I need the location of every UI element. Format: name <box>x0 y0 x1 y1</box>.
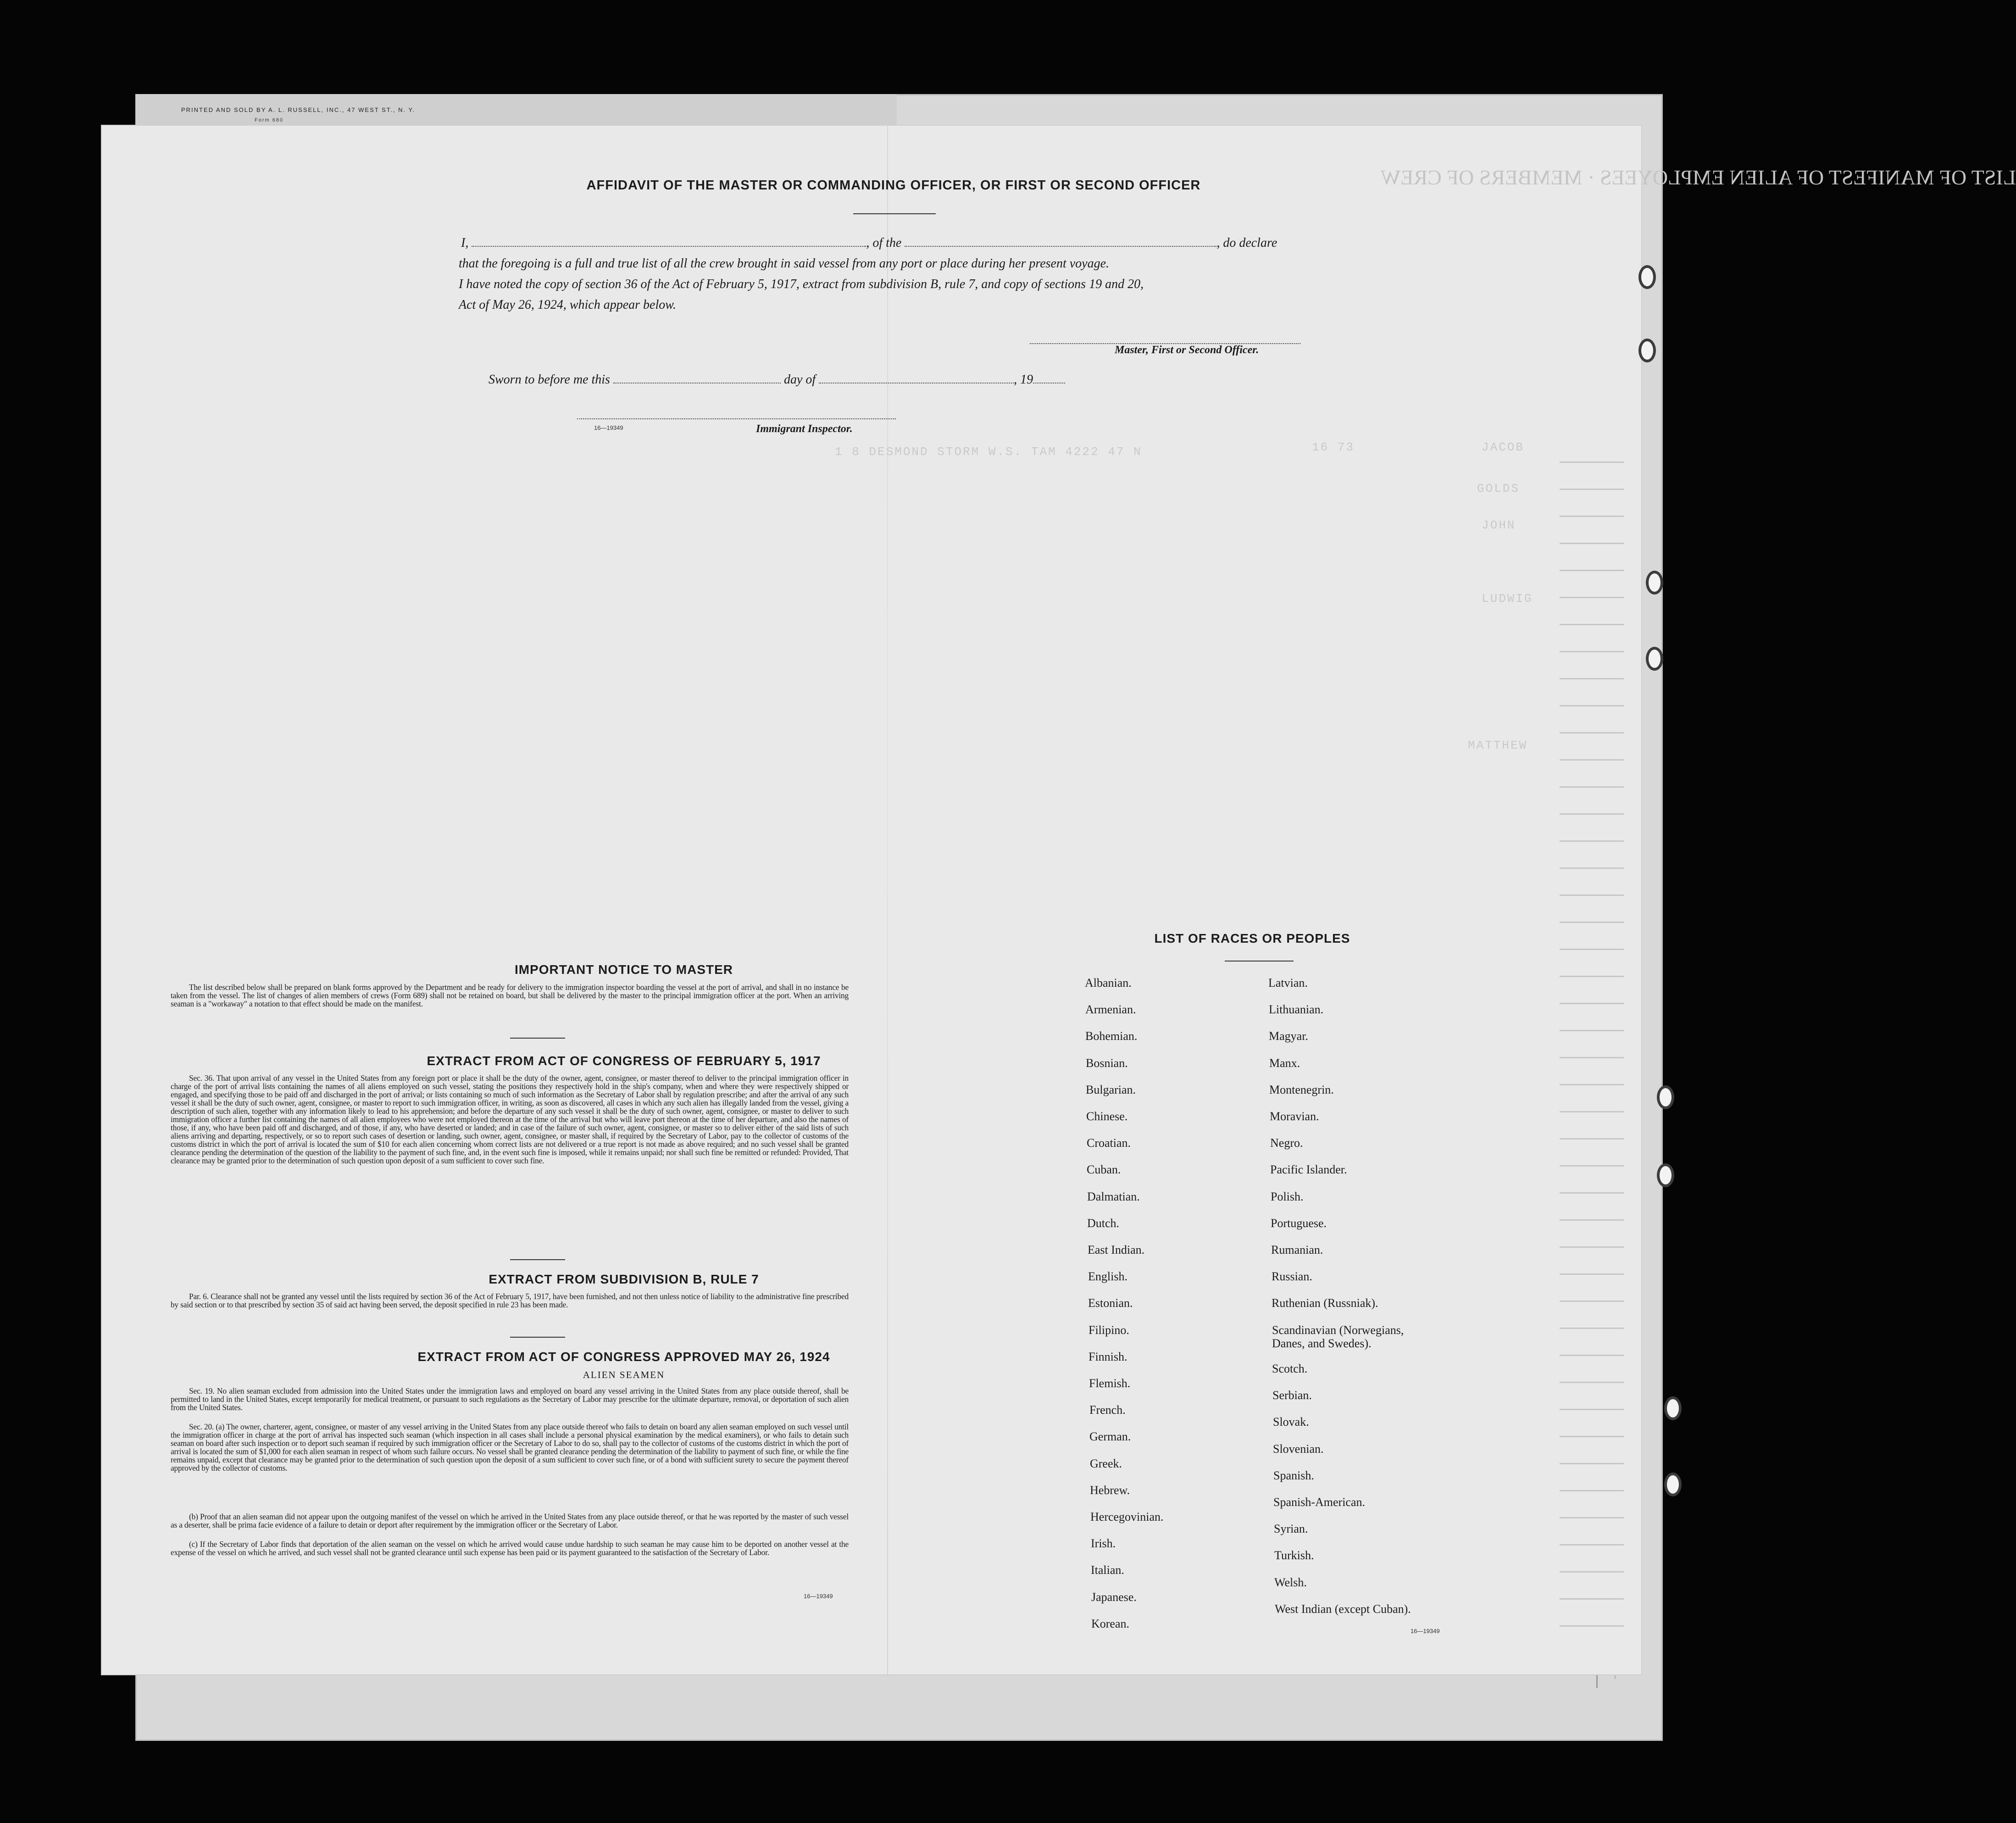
race-item: Albanian. <box>1085 976 1132 989</box>
races-form-number: 16—19349 <box>1411 1628 1440 1634</box>
race-item: Korean. <box>1091 1617 1130 1630</box>
punch-hole <box>1646 571 1663 595</box>
extract-1924-sec20c: (c) If the Secretary of Labor finds that deportation of the alien seaman on the vessel on which he arrived would cause undue hardship to such seaman he may cause him to be deported on another vessel at the expense of the vessel on which he arrived, and such vessel shall not be granted clearance until such expense has been paid or its payment guaranteed to the satisfaction of the Secretary of Labor. <box>171 1540 849 1557</box>
race-item: Spanish. <box>1273 1469 1314 1482</box>
race-item: Lithuanian. <box>1269 1003 1324 1016</box>
affidavit-form-number: 16—19349 <box>594 424 623 431</box>
race-item: Slovenian. <box>1273 1442 1324 1456</box>
bleed-through-row: MATTHEW <box>1468 739 1528 752</box>
inspector-label: Immigrant Inspector. <box>756 423 853 435</box>
form-number-top: Form 680 <box>255 117 284 123</box>
bleed-through-row: LUDWIG <box>1482 592 1533 606</box>
master-signature-label: Master, First or Second Officer. <box>1115 344 1259 356</box>
race-item: Bosnian. <box>1086 1056 1128 1070</box>
race-item: East Indian. <box>1088 1243 1145 1256</box>
race-item: Russian. <box>1272 1270 1312 1283</box>
month-blank[interactable] <box>819 372 1014 383</box>
bleed-through-row: JACOB <box>1482 440 1525 454</box>
race-item: Syrian. <box>1274 1522 1308 1535</box>
affidavit-line-4: Act of May 26, 1924, which appear below. <box>459 298 676 312</box>
affidavit-title: AFFIDAVIT OF THE MASTER OR COMMANDING OFFICER, OR FIRST OR SECOND OFFICER <box>586 178 1201 193</box>
race-item: Scotch. <box>1272 1362 1308 1375</box>
rule7-title: EXTRACT FROM SUBDIVISION B, RULE 7 <box>489 1272 759 1286</box>
day-blank[interactable] <box>613 372 781 383</box>
punch-hole <box>1657 1085 1674 1109</box>
punch-hole <box>1638 339 1656 362</box>
extract-1924-sec19: Sec. 19. No alien seaman excluded from admission into the United States under the immigration laws and employed on board any vessel arriving in the United States from any place outside thereof, shall be permitted to land in the United States, except temporarily for medical treatment, or pursuant to such regulations as the Secretary of Labor may prescribe for the ultimate departure, removal, or deportation of such alien from the United States. <box>171 1386 849 1412</box>
race-item: Spanish-American. <box>1273 1495 1366 1509</box>
race-item: Japanese. <box>1091 1590 1137 1604</box>
bleed-through-row: JOHN <box>1482 518 1516 532</box>
race-item: Filipino. <box>1089 1323 1129 1337</box>
punch-hole <box>1664 1396 1682 1420</box>
notice-rule <box>510 1038 565 1039</box>
race-item: Irish. <box>1091 1537 1116 1550</box>
race-item: Cuban. <box>1087 1163 1121 1176</box>
day-of-text: day of <box>783 372 816 387</box>
extract-1924-title: EXTRACT FROM ACT OF CONGRESS APPROVED MAY 26, 1924 <box>417 1350 830 1364</box>
rule7-text: Par. 6. Clearance shall not be granted any vessel until the lists required by section 36 of the Act of February 5, 1917, have been furnished, and not then unless notice of liability to the administrative fine prescribed by said section or to that prescribed by section 35 of said act having been served, the deposit specified in rule 23 has been made. <box>171 1292 849 1309</box>
race-item: French. <box>1089 1403 1126 1417</box>
bleed-through-row: GOLDS <box>1477 482 1520 495</box>
sworn-line <box>489 371 1065 389</box>
affidavit-i: I, <box>461 236 469 250</box>
alien-seamen-subtitle: ALIEN SEAMEN <box>583 1369 665 1380</box>
race-item: German. <box>1089 1430 1131 1443</box>
affidavit-line-1 <box>461 234 1277 252</box>
race-item: Bohemian. <box>1085 1029 1138 1043</box>
race-item: Montenegrin. <box>1269 1083 1334 1096</box>
race-item: Dalmatian. <box>1087 1190 1140 1203</box>
affidavit-line-3: I have noted the copy of section 36 of the Act of February 5, 1917, extract from subdivision B, rule 7, and copy of sections 19 and 20, <box>459 277 1144 291</box>
title-rule <box>853 213 936 214</box>
year-prefix: , 19 <box>1014 372 1033 387</box>
affidavit-declare: , do declare <box>1216 236 1277 250</box>
race-item: Latvian. <box>1268 976 1308 989</box>
notice-text: The list described below shall be prepared on blank forms approved by the Department and be ready for delivery to the immigration inspector boarding the vessel at the port of arrival, and shall in no instance be taken from the vessel. The list of changes of alien members of crews (Form 689) shall not be retained on board, but shall be delivered by the master to the principal immigration officer at the port. When an arriving seaman is a "workaway" a notation to that effect should be made on the manifest. <box>171 983 849 1008</box>
race-item: Rumanian. <box>1271 1243 1323 1256</box>
punch-hole <box>1664 1473 1682 1496</box>
extract-1917-text: Sec. 36. That upon arrival of any vessel in the United States from any foreign port or place it shall be the duty of the owner, agent, consignee, or master thereof to deliver to the principal immigration officer in charge of the port of arrival lists containing the names of all aliens employed on such vessel, stating the positions they respectively hold in the ship's company, when and where they were respectively shipped or engaged, and specifying those to be paid off and discharged in the port of arrival; or lists containing so much of such information as the Secretary of Labor shall by regulation prescribe; and after the arrival of any such vessel it shall be the duty of such owner, agent, consignee, or master to report to such immigration officer, in writing, as soon as discovered, all cases in which any such alien has illegally landed from the vessel, giving a description of such alien, together with any information likely to lead to his apprehension; and before the departure of any such vessel it shall be the duty of such owner, agent, consignee, or master to deliver to such immigration officer a further list containing the names of all alien employees who were not employed thereon at the time of the arrival but who will leave port thereon at the time of her departure, and also the names of those, if any, who have been paid off and discharged, and of those, if any, who have deserted or landed; and in case of the failure of such owner, agent, consignee, or master so to deliver either of the said lists of such aliens arriving and departing, respectively, or so to report such cases of desertion or landing, such owner, agent, consignee, or master shall, if required by the Secretary of Labor, pay to the collector of customs of the customs district in which the port of arrival is located the sum of $10 for each alien concerning whom correct lists are not delivered or a true report is not made as above required; and no such vessel shall be granted clearance pending the determination of the question of the liability to the payment of such fine, and, in the event such fine is imposed, while it remains unpaid; nor shall such fine be remitted or refunded: Provided, That clearance may be granted prior to the determination of such question upon deposit of a sum sufficient to cover such fine. <box>171 1073 849 1165</box>
race-item: Bulgarian. <box>1086 1083 1136 1096</box>
race-item: Italian. <box>1091 1563 1124 1577</box>
page-crease <box>887 125 888 1675</box>
race-item: Greek. <box>1090 1457 1122 1470</box>
race-item: Slovak. <box>1273 1415 1309 1428</box>
race-item: Hercegovinian. <box>1090 1510 1164 1523</box>
punch-hole <box>1646 647 1663 671</box>
race-item: Welsh. <box>1274 1576 1307 1589</box>
extract-1917-rule <box>510 1259 565 1260</box>
sworn-text: Sworn to before me this <box>489 372 610 387</box>
race-item: Magyar. <box>1269 1029 1308 1043</box>
bleed-through-row: 1 8 DESMOND STORM W.S. TAM 4222 47 N <box>835 445 1142 459</box>
inspector-signature-line[interactable] <box>577 418 896 419</box>
race-item: Estonian. <box>1088 1296 1133 1310</box>
bleed-through-row: 16 73 <box>1312 440 1355 454</box>
race-item: Scandinavian (Norwegians, Danes, and Swedes). <box>1272 1323 1404 1350</box>
rule7-rule <box>510 1337 565 1338</box>
race-item: West Indian (except Cuban). <box>1275 1602 1411 1616</box>
race-item: English. <box>1088 1270 1127 1283</box>
races-title: LIST OF RACES OR PEOPLES <box>1154 931 1350 945</box>
race-item: Flemish. <box>1089 1377 1131 1390</box>
extract-1924-sec20a: Sec. 20. (a) The owner, charterer, agent, consignee, or master of any vessel arriving in the United States from any place outside thereof who fails to detain on board any alien seaman employed on such vessel until the immigration officer in charge at the port of arrival has inspected such seaman (which inspection in all cases shall include a personal physical examination by the medical examiners), or who fails to detain such seaman on board after such inspection or to deport such seaman if required by such immigration officer or the Secretary of Labor to do so, shall pay to the collector of customs of the customs district in which the port of arrival is located the sum of $1,000 for each alien seaman in respect of whom such failure occurs. No vessel shall be granted clearance pending the determination of the liability to payment of such fine, or while the fine remains unpaid, except that clearance may be granted prior to the determination of such question upon the deposit of a sum sufficient to cover such fine, or of a bond with sufficient surety to secure the payment thereof approved by the collector of customs. <box>171 1422 849 1473</box>
name-blank[interactable] <box>472 236 866 247</box>
year-blank[interactable] <box>1033 372 1065 383</box>
bleed-through-grid <box>1560 436 1624 1628</box>
affidavit-of-the: , of the <box>866 236 902 250</box>
race-item: Chinese. <box>1086 1110 1128 1123</box>
race-item: Finnish. <box>1089 1350 1127 1363</box>
race-item: Ruthenian (Russniak). <box>1272 1296 1378 1310</box>
notice-title: IMPORTANT NOTICE TO MASTER <box>514 962 733 977</box>
extract-form-number: 16—19349 <box>804 1593 833 1600</box>
race-item: Croatian. <box>1087 1136 1131 1150</box>
race-item: Negro. <box>1270 1136 1303 1150</box>
race-item: Portuguese. <box>1271 1217 1327 1230</box>
race-item: Armenian. <box>1085 1003 1136 1016</box>
affidavit-line-2: that the foregoing is a full and true list of all the crew brought in said vessel from any port or place during her present voyage. <box>459 256 1110 271</box>
extract-1924-sec20b: (b) Proof that an alien seaman did not appear upon the outgoing manifest of the vessel on which he arrived in the United States from any place outside thereof, or that he was reported by the master of such vessel as a deserter, shall be prima facie evidence of a failure to detain or deport after requirement by the immigration officer or the Secretary of Labor. <box>171 1512 849 1529</box>
punch-hole <box>1638 265 1656 289</box>
race-item: Hebrew. <box>1090 1484 1130 1497</box>
extract-1917-title: EXTRACT FROM ACT OF CONGRESS OF FEBRUARY 5, 1917 <box>427 1054 821 1068</box>
race-item: Polish. <box>1271 1190 1304 1203</box>
vessel-blank[interactable] <box>905 236 1216 247</box>
race-item: Dutch. <box>1087 1217 1120 1230</box>
race-item: Manx. <box>1269 1056 1300 1070</box>
bleed-through-heading: LIST OF MANIFEST OF ALIEN EMPLOYEES · MEMBERS OF CREW <box>1381 166 2016 189</box>
printer-imprint: PRINTED AND SOLD BY A. L. RUSSELL, INC., 47 WEST ST., N. Y. <box>181 106 416 113</box>
race-item: Pacific Islander. <box>1270 1163 1347 1176</box>
punch-hole <box>1657 1163 1674 1187</box>
races-rule <box>1225 961 1294 962</box>
race-item: Moravian. <box>1270 1110 1319 1123</box>
race-item: Turkish. <box>1274 1549 1314 1562</box>
race-item: Serbian. <box>1272 1389 1312 1402</box>
